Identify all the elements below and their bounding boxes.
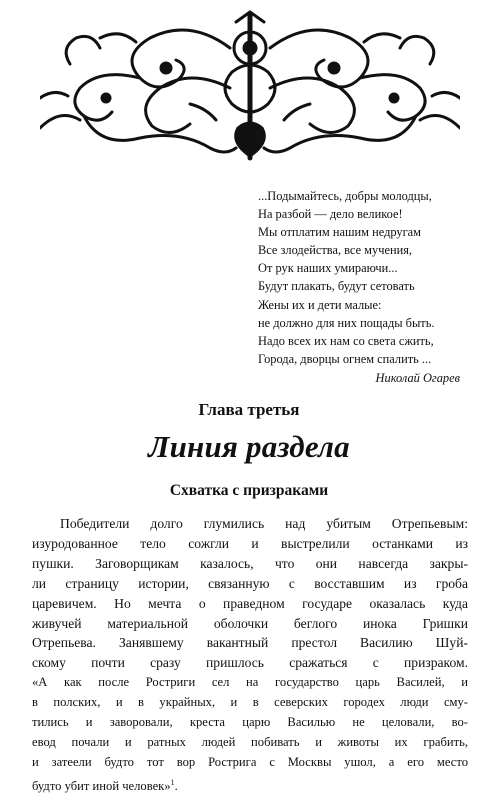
epigraph-line: Мы отплатим нашим недругам <box>258 225 422 240</box>
quote-line: в полских, и в украйных, и в северских городех люди сму- <box>32 695 468 710</box>
body-line: Победители долго глумились над убитым Отрепьевым: <box>60 516 468 531</box>
body-line: пушки. Заговорщикам казалось, что они навсегда закры- <box>32 555 468 571</box>
epigraph-line: Все злодейства, все мучения, <box>258 243 413 258</box>
chapter-title: Линия раздела <box>148 429 350 464</box>
quote-line: тились и заворовали, креста царю Василью не целовали, во- <box>32 715 468 730</box>
celtic-knot-ornament-icon <box>40 8 460 168</box>
epigraph-line: Жены их и дети малые: <box>258 297 382 312</box>
body-text <box>32 514 468 797</box>
epigraph-line: ...Подымайтесь, добры молодцы, <box>258 189 432 203</box>
quote-line: и затеели будто тот вор Рострига с Москвы ушол, а его место <box>32 754 468 769</box>
quote-line: евод почали и ратных людей побивать и животы их грабить, <box>32 734 468 749</box>
section-title: Схватка с призраками <box>169 482 329 499</box>
epigraph-line: Города, дворцы огнем спалить ... <box>258 351 432 366</box>
body-line: изуродованное тело сожгли и выстрелили останками из <box>32 535 468 551</box>
quote-line-text: будто убит иной человек» <box>32 778 171 793</box>
end-punctuation: . <box>174 778 178 793</box>
epigraph-line: не должно для них пощады быть. <box>258 315 435 330</box>
epigraph-line: Надо всех их нам со света сжить, <box>258 333 434 348</box>
epigraph-line: Будут плакать, будут сетовать <box>258 279 415 294</box>
body-line: скому почти сразу пришлось сражаться с призраком. <box>32 655 468 671</box>
footnote-mark[interactable]: 1 <box>170 777 175 787</box>
body-line: живучей материальной оболочки беглого инока Гришки <box>32 615 468 631</box>
quote-last-line <box>32 773 468 797</box>
quote-line: «А как после Ростриги сел на государство царь Василей, и <box>32 675 468 690</box>
epigraph-line: От рук наших умираючи... <box>258 261 398 276</box>
epigraph-line: На разбой — дело великое! <box>258 207 403 222</box>
chapter-number: Глава третья <box>198 400 300 419</box>
body-line: Отрепьева. Занявшему вакантный престол Василию Шуй- <box>32 635 468 651</box>
epigraph-author: Николай Огарев <box>375 370 460 385</box>
body-line: царевичем. Но мечта о праведном государе оказалась куда <box>32 595 468 611</box>
body-line: ли страницу истории, связанную с восставшим из гроба <box>32 575 468 591</box>
epigraph <box>258 187 468 387</box>
